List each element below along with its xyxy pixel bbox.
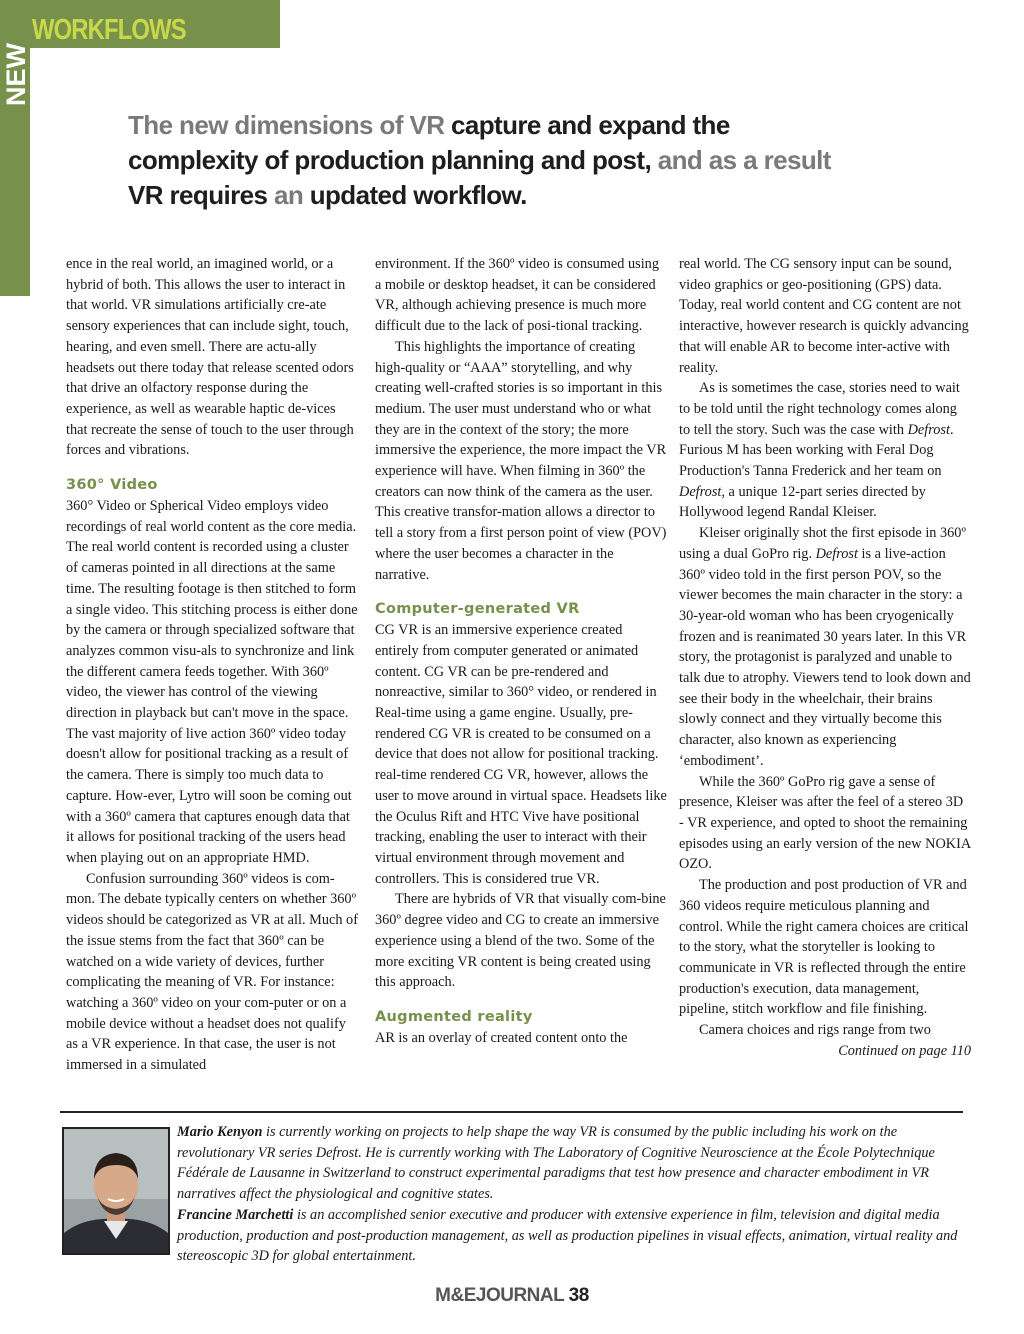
divider <box>60 1111 963 1113</box>
paragraph: Camera choices and rigs range from two <box>699 1022 931 1039</box>
text-run: As is sometimes the case, stories need to wait to be told until the right technology comes along to tell the story. Such was the case with <box>679 380 960 438</box>
author-photo <box>62 1127 170 1255</box>
paragraph: Confusion surrounding 360º videos is com-mon. The debate typically centers on whether 360º videos should be categorized as VR at all. Much of the issue stems from the fact that 360º can be watched on a wide variety of devices, further complicating the meaning of VR. For instance: watching a 360º video on your com-puter or on a mobile device without a headset does not qualify as a VR experience. In that case, the user is not immersed in a simulated <box>66 870 358 1074</box>
paragraph: ence in the real world, an imagined world, or a hybrid of both. This allows the user to interact in that world. VR simulations artificially cre-ate sensory experiences that can include sight, touch, hearing, and even smell. There are actu-ally headsets out there today that release scented odors that drive an olfactory response during the experience, as well as wearable haptic de-vices that recreate the sense of touch to the user through forces and vibrations. <box>66 256 354 459</box>
journal-name: M&EJOURNAL <box>435 1285 564 1306</box>
article-column-3 <box>679 254 971 1061</box>
page-number: 38 <box>568 1285 589 1306</box>
author-bios <box>177 1122 967 1267</box>
paragraph: real world. The CG sensory input can be sound, video graphics or geo-positioning (GPS) data. Today, real world content and CG content are not interactive, however research is quickly advancing that will enable AR to become inter-active with reality. <box>679 256 969 376</box>
bio-mario-kenyon <box>177 1122 967 1205</box>
pull-quote-part: an <box>267 180 304 210</box>
series-title: Defrost <box>907 421 950 438</box>
continued-note: Continued on page 110 <box>838 1042 971 1059</box>
bio-text: is currently working on projects to help shape the way VR is consumed by the public including his work on the revolutionary VR series Defrost. He is currently working with The Laboratory of Cognitive Neuroscience at the École Polytechnique Fédérale de Lausanne in Switzerland to construct experimental paradigms that test how presence and character embodiment in VR narratives affect the physiological and cognitive states. <box>177 1124 935 1203</box>
text-run: , a unique 12-part series directed by Hollywood legend Randal Kleiser. <box>679 483 926 521</box>
text-run: . Furious M has been working with Feral Dog Production's Tanna Frederick and her team on <box>679 421 954 480</box>
paragraph <box>679 378 971 523</box>
paragraph: environment. If the 360º video is consumed using a mobile or desktop headset, it can be considered VR, although achieving presence is much more difficult due to the lack of posi-tional tracking. <box>375 256 659 335</box>
paragraph: This highlights the importance of creating high-quality or “AAA” storytelling, and why creating well-crafted stories is so important in this medium. The user must understand who or what they are in the context of the story; the more immersive the experience, the more impact the VR experience will have. When filming in 360º the creators can now think of the camera as the user. This creative transfor-mation allows a director to tell a story from a first person point of view (POV) where the user becomes a character in the narrative. <box>375 338 667 583</box>
paragraph: While the 360º GoPro rig gave a sense of presence, Kleiser was after the feel of a stereo 3D - VR experience, and opted to shoot the remaining episodes using an early version of the new NOKIA OZO. <box>679 773 971 873</box>
paragraph: There are hybrids of VR that visually com-bine 360º degree video and CG to create an immersive experience using a blend of the two. Some of the more exciting VR content is being created using this approach. <box>375 891 666 991</box>
paragraph: CG VR is an immersive experience created entirely from computer generated or animated content. CG VR can be pre-rendered and nonreactive, similar to 360° video, or rendered in Real-time using a game engine. Usually, pre-rendered CG VR is created to be consumed on a device that does not allow for positional tracking. real-time rendered CG VR, however, allows the user to move around in virtual space. Headsets like the Oculus Rift and HTC Vive have positional tracking, enabling the user to interact with their virtual environment through movement and controllers. This is considered true VR. <box>375 622 667 887</box>
paragraph: AR is an overlay of created content onto the <box>375 1029 628 1046</box>
paragraph: 360° Video or Spherical Video employs video recordings of real world content as the core media. The real world content is recorded using a cluster of cameras pointed in all directions at the same time. The resulting footage is then stitched to form a single video. This stitching process is either done by the camera or through specialized software that analyzes common visu-als to synchronize and link the different camera feeds together. With 360º video, the viewer has control of the viewing direction in playback but can't move in the space. The vast majority of live action 360º video today doesn't allow for positional tracking as a result of the camera. There is simply too much data to capture. How-ever, Lytro will soon be coming out with a 360º camera that captures enough data that it allows for positional tracking of the users head when playing out on an appropriate HMD. <box>66 498 358 866</box>
new-tag: NEW <box>1 43 31 106</box>
bio-francine-marchetti <box>177 1205 967 1267</box>
author-name: Mario Kenyon <box>177 1124 263 1140</box>
bio-text: is an accomplished senior executive and producer with extensive experience in film, television and digital media production, production and post-production management, as well as production pipelines in visual effects, animation, virtual reality and stereoscopic 3D for global entertainment. <box>177 1206 958 1265</box>
subheading-360-video: 360° Video <box>66 477 158 494</box>
author-photo-image <box>64 1129 168 1253</box>
article-column-1 <box>66 254 360 1076</box>
article-column-2 <box>375 254 667 1049</box>
section-title: WORKFLOWS <box>32 14 186 46</box>
subheading-cg-vr: Computer-generated VR <box>375 601 580 618</box>
series-title: Defrost <box>815 545 858 562</box>
paragraph <box>679 523 971 771</box>
text-run: is a live-action 360º video told in the first person POV, so the viewer becomes the main character in the story: a 30-year-old woman who has been cryogenically frozen and is reanimated 30 years later. In this VR story, the protagonist is paralyzed and unable to talk due to atrophy. Viewers tend to look down and see their body in the wheelchair, their brains slowly connect and they virtually become this character, also known as experiencing ‘embodiment’. <box>679 545 971 769</box>
subheading-augmented-reality: Augmented reality <box>375 1008 533 1025</box>
pull-quote-part: capture and expand the complexity of production planning and post, <box>128 110 730 175</box>
paragraph: The production and post production of VR and 360 videos require meticulous planning and control. While the right camera choices are critical to the story, what the storyteller is looking to communicate in VR is reflected through the entire production's execution, data management, pipeline, stitch workflow and file finishing. <box>679 877 969 1018</box>
page-footer <box>0 1285 1024 1307</box>
pull-quote-part: updated workflow. <box>303 180 527 210</box>
pull-quote-part: VR requires <box>128 180 268 210</box>
series-title: Defrost <box>679 483 722 500</box>
text-run: Kleiser originally shot the first episode in 360º using a dual GoPro rig. <box>679 525 966 562</box>
pull-quote <box>128 108 848 213</box>
pull-quote-part: and as a result <box>651 145 831 175</box>
pull-quote-part: The new dimensions of VR <box>128 110 445 140</box>
author-name: Francine Marchetti <box>177 1206 294 1223</box>
